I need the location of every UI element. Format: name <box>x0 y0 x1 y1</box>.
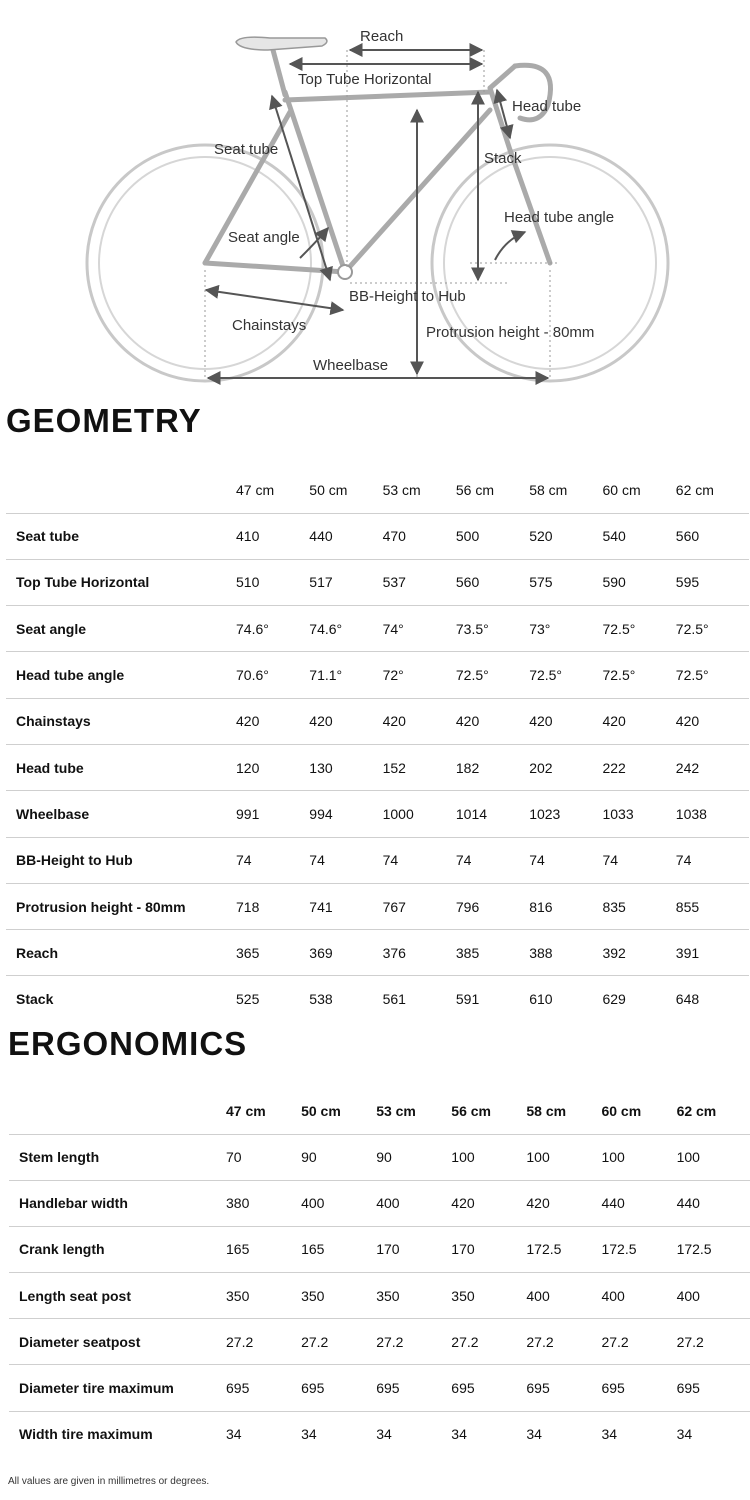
table-cell: 74 <box>602 837 675 883</box>
table-cell: 575 <box>529 559 602 605</box>
table-cell: 172.5 <box>677 1226 750 1272</box>
saddle-icon <box>236 37 327 50</box>
row-label: Head tube <box>6 744 236 790</box>
table-cell: 440 <box>601 1180 676 1226</box>
diagram-label-protrusion: Protrusion height - 80mm <box>426 324 595 341</box>
row-label: Chainstays <box>6 698 236 744</box>
table-cell: 222 <box>602 744 675 790</box>
table-cell: 74 <box>676 837 749 883</box>
table-cell: 72.5° <box>456 652 529 698</box>
table-cell: 34 <box>376 1411 451 1457</box>
diagram-label-head-tube-angle: Head tube angle <box>504 209 615 226</box>
table-cell: 100 <box>677 1134 750 1180</box>
table-cell: 74 <box>456 837 529 883</box>
table-cell: 74 <box>236 837 309 883</box>
footnote: All values are given in millimetres or degrees. <box>8 1476 210 1487</box>
row-label: Wheelbase <box>6 791 236 837</box>
bike-geometry-diagram <box>0 0 750 400</box>
size-header: 56 cm <box>451 1102 491 1119</box>
table-cell: 835 <box>602 883 675 929</box>
table-cell: 72.5° <box>602 652 675 698</box>
row-label: Crank length <box>9 1226 226 1272</box>
table-row <box>6 930 749 976</box>
table-cell: 72.5° <box>602 606 675 652</box>
table-cell: 27.2 <box>451 1319 526 1365</box>
table-cell: 517 <box>309 559 382 605</box>
table-cell: 695 <box>451 1365 526 1411</box>
size-header: 58 cm <box>529 481 568 498</box>
table-cell: 100 <box>601 1134 676 1180</box>
table-cell: 120 <box>236 744 309 790</box>
table-cell: 34 <box>526 1411 601 1457</box>
table-cell: 420 <box>456 698 529 744</box>
size-header: 62 cm <box>675 481 714 498</box>
row-label: Stem length <box>9 1134 226 1180</box>
table-cell: 242 <box>676 744 749 790</box>
table-cell: 391 <box>676 930 749 976</box>
table-cell: 34 <box>301 1411 376 1457</box>
table-cell: 420 <box>676 698 749 744</box>
table-cell: 27.2 <box>226 1319 301 1365</box>
table-row <box>6 606 749 652</box>
table-cell: 400 <box>526 1273 601 1319</box>
diagram-label-reach: Reach <box>360 28 404 45</box>
table-cell: 165 <box>226 1226 301 1272</box>
size-header: 60 cm <box>601 1102 642 1119</box>
table-cell: 392 <box>602 930 675 976</box>
table-cell: 420 <box>309 698 382 744</box>
table-cell: 470 <box>383 513 456 559</box>
diagram-label-top-tube: Top Tube Horizontal <box>298 71 432 88</box>
diagram-label-bb-height: BB-Height to Hub <box>349 288 466 305</box>
table-row <box>9 1226 750 1272</box>
table-cell: 74.6° <box>236 606 309 652</box>
table-cell: 350 <box>226 1273 301 1319</box>
table-cell: 1038 <box>676 791 749 837</box>
table-cell: 855 <box>676 883 749 929</box>
table-cell: 561 <box>383 976 456 1022</box>
table-cell: 525 <box>236 976 309 1022</box>
table-cell: 767 <box>383 883 456 929</box>
row-label: Reach <box>6 930 236 976</box>
table-cell: 70 <box>226 1134 301 1180</box>
table-cell: 400 <box>301 1180 376 1226</box>
table-cell: 369 <box>309 930 382 976</box>
size-header: 47 cm <box>236 481 275 498</box>
table-cell: 350 <box>376 1273 451 1319</box>
table-cell: 718 <box>236 883 309 929</box>
table-row <box>6 791 749 837</box>
size-header: 62 cm <box>676 1102 717 1119</box>
table-row <box>6 976 749 1022</box>
size-header: 53 cm <box>376 1102 416 1119</box>
row-label: BB-Height to Hub <box>6 837 236 883</box>
table-cell: 420 <box>451 1180 526 1226</box>
table-cell: 400 <box>677 1273 750 1319</box>
row-label: Width tire maximum <box>9 1411 226 1457</box>
table-row <box>9 1134 750 1180</box>
table-row <box>6 698 749 744</box>
table-cell: 165 <box>301 1226 376 1272</box>
table-cell: 71.1° <box>309 652 382 698</box>
table-cell: 34 <box>601 1411 676 1457</box>
table-cell: 500 <box>456 513 529 559</box>
row-label: Length seat post <box>9 1273 226 1319</box>
row-label: Handlebar width <box>9 1180 226 1226</box>
table-cell: 350 <box>301 1273 376 1319</box>
table-cell: 72.5° <box>676 652 749 698</box>
row-label: Diameter tire maximum <box>9 1365 226 1411</box>
table-cell: 172.5 <box>601 1226 676 1272</box>
table-cell: 540 <box>602 513 675 559</box>
table-cell: 695 <box>301 1365 376 1411</box>
table-cell: 172.5 <box>526 1226 601 1272</box>
row-label: Seat tube <box>6 513 236 559</box>
geometry-header-blank <box>6 467 236 513</box>
table-cell: 74° <box>383 606 456 652</box>
table-cell: 1014 <box>456 791 529 837</box>
table-cell: 400 <box>376 1180 451 1226</box>
table-cell: 420 <box>236 698 309 744</box>
table-cell: 610 <box>529 976 602 1022</box>
diagram-label-wheelbase: Wheelbase <box>313 357 389 374</box>
table-cell: 388 <box>529 930 602 976</box>
table-row <box>6 559 749 605</box>
table-cell: 560 <box>676 513 749 559</box>
diagram-label-seat-tube: Seat tube <box>214 141 279 158</box>
table-cell: 202 <box>529 744 602 790</box>
geometry-title: GEOMETRY <box>6 402 202 439</box>
table-cell: 440 <box>677 1180 750 1226</box>
table-row <box>9 1180 750 1226</box>
table-cell: 796 <box>456 883 529 929</box>
ergonomics-table <box>9 1088 750 1457</box>
table-cell: 73.5° <box>456 606 529 652</box>
table-cell: 991 <box>236 791 309 837</box>
ergonomics-title: ERGONOMICS <box>8 1025 248 1062</box>
table-cell: 816 <box>529 883 602 929</box>
table-cell: 400 <box>601 1273 676 1319</box>
table-cell: 590 <box>602 559 675 605</box>
table-row <box>9 1411 750 1457</box>
table-cell: 34 <box>451 1411 526 1457</box>
ergonomics-header-row <box>9 1088 750 1134</box>
ergonomics-header-blank <box>9 1088 226 1134</box>
table-cell: 538 <box>309 976 382 1022</box>
table-cell: 595 <box>676 559 749 605</box>
table-cell: 27.2 <box>601 1319 676 1365</box>
table-cell: 440 <box>309 513 382 559</box>
table-cell: 1033 <box>602 791 675 837</box>
table-cell: 27.2 <box>526 1319 601 1365</box>
table-cell: 420 <box>526 1180 601 1226</box>
table-cell: 72.5° <box>529 652 602 698</box>
table-cell: 695 <box>226 1365 301 1411</box>
table-cell: 170 <box>376 1226 451 1272</box>
geometry-header-row <box>6 467 749 513</box>
table-row <box>6 652 749 698</box>
table-cell: 182 <box>456 744 529 790</box>
diagram-label-head-tube: Head tube <box>512 98 582 115</box>
table-cell: 648 <box>676 976 749 1022</box>
table-cell: 100 <box>526 1134 601 1180</box>
table-cell: 170 <box>451 1226 526 1272</box>
table-cell: 380 <box>226 1180 301 1226</box>
table-cell: 100 <box>451 1134 526 1180</box>
table-cell: 520 <box>529 513 602 559</box>
table-cell: 130 <box>309 744 382 790</box>
table-cell: 73° <box>529 606 602 652</box>
table-cell: 74 <box>383 837 456 883</box>
table-cell: 90 <box>376 1134 451 1180</box>
row-label: Head tube angle <box>6 652 236 698</box>
row-label: Diameter seatpost <box>9 1319 226 1365</box>
row-label: Protrusion height - 80mm <box>6 883 236 929</box>
geometry-table <box>6 467 749 1022</box>
size-header: 47 cm <box>226 1102 266 1119</box>
table-cell: 537 <box>383 559 456 605</box>
table-cell: 74 <box>309 837 382 883</box>
table-cell: 695 <box>601 1365 676 1411</box>
table-cell: 34 <box>677 1411 750 1457</box>
table-cell: 74.6° <box>309 606 382 652</box>
table-cell: 420 <box>602 698 675 744</box>
table-cell: 90 <box>301 1134 376 1180</box>
table-row <box>9 1365 750 1411</box>
table-cell: 27.2 <box>301 1319 376 1365</box>
size-header: 58 cm <box>526 1102 567 1119</box>
table-cell: 376 <box>383 930 456 976</box>
table-row <box>9 1319 750 1365</box>
size-header: 50 cm <box>309 481 348 498</box>
table-cell: 629 <box>602 976 675 1022</box>
diagram-label-seat-angle: Seat angle <box>228 229 300 246</box>
diagram-label-chainstays: Chainstays <box>232 317 307 334</box>
table-row <box>9 1273 750 1319</box>
table-cell: 1023 <box>529 791 602 837</box>
size-header: 56 cm <box>455 481 495 498</box>
table-cell: 72° <box>383 652 456 698</box>
table-cell: 72.5° <box>676 606 749 652</box>
table-cell: 1000 <box>383 791 456 837</box>
table-cell: 410 <box>236 513 309 559</box>
table-cell: 741 <box>309 883 382 929</box>
table-cell: 591 <box>456 976 529 1022</box>
table-cell: 70.6° <box>236 652 309 698</box>
table-cell: 994 <box>309 791 382 837</box>
diagram-label-stack: Stack <box>484 150 522 167</box>
size-header: 60 cm <box>602 481 641 498</box>
table-cell: 74 <box>529 837 602 883</box>
table-cell: 695 <box>526 1365 601 1411</box>
size-header: 50 cm <box>301 1102 341 1119</box>
table-cell: 350 <box>451 1273 526 1319</box>
table-row <box>6 837 749 883</box>
table-cell: 385 <box>456 930 529 976</box>
table-cell: 695 <box>677 1365 750 1411</box>
row-label: Seat angle <box>6 606 236 652</box>
row-label: Stack <box>6 976 236 1022</box>
table-cell: 560 <box>456 559 529 605</box>
row-label: Top Tube Horizontal <box>6 559 236 605</box>
table-cell: 420 <box>383 698 456 744</box>
table-cell: 152 <box>383 744 456 790</box>
table-cell: 27.2 <box>376 1319 451 1365</box>
table-cell: 365 <box>236 930 309 976</box>
table-row <box>6 883 749 929</box>
size-header: 53 cm <box>382 481 421 498</box>
table-cell: 695 <box>376 1365 451 1411</box>
table-row <box>6 513 749 559</box>
table-cell: 510 <box>236 559 309 605</box>
table-cell: 27.2 <box>677 1319 750 1365</box>
table-row <box>6 744 749 790</box>
table-cell: 34 <box>226 1411 301 1457</box>
table-cell: 420 <box>529 698 602 744</box>
